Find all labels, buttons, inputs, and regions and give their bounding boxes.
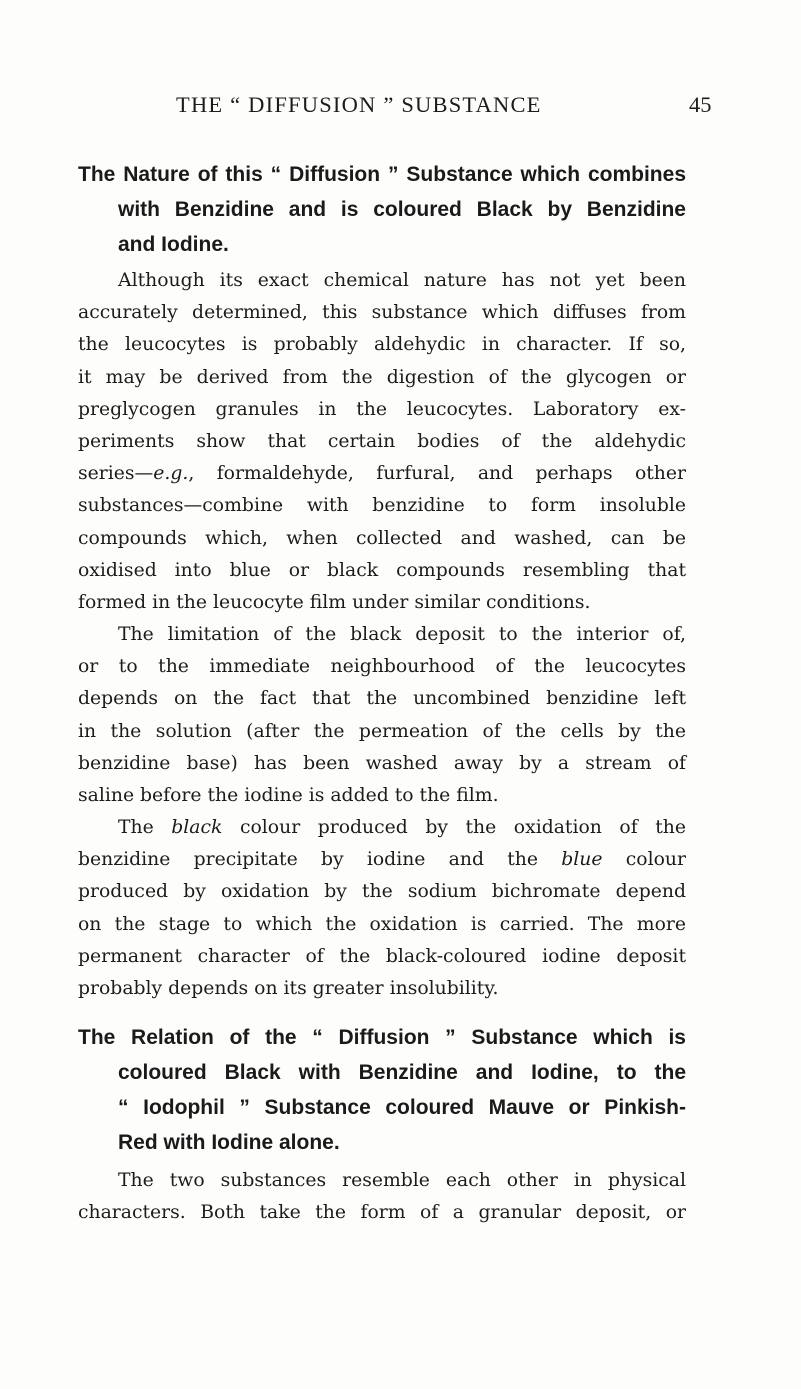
text-line: produced by oxidation by the sodium bichromate depend [78, 881, 686, 903]
heading-line: “ Iodophil ” Substance coloured Mauve or Pinkish- [118, 1096, 686, 1119]
text-line: probably depends on its greater insolubility. [78, 978, 499, 1000]
text-line: series—e.g., formaldehyde, furfural, and perhaps other [78, 463, 686, 485]
text-line: substances—combine with benzidine to form insoluble [78, 495, 686, 517]
text-line: formed in the leucocyte film under similar conditions. [78, 592, 591, 614]
text-line: it may be derived from the digestion of the glycogen or [78, 366, 686, 388]
text-line: in the solution (after the permeation of the cells by the [78, 720, 686, 742]
heading-line: Red with Iodine alone. [118, 1131, 340, 1154]
text-line: characters. Both take the form of a granular deposit, or [78, 1202, 686, 1224]
heading-line: The Relation of the “ Diffusion ” Substance which is [78, 1026, 686, 1049]
running-title: THE “ DIFFUSION ” SUBSTANCE [176, 92, 542, 117]
text-line: compounds which, when collected and washed, can be [78, 527, 686, 549]
text-line: on the stage to which the oxidation is carried. The more [78, 913, 686, 935]
text-line: saline before the iodine is added to the film. [78, 785, 499, 807]
text-line: the leucocytes is probably aldehydic in character. If so, [78, 334, 686, 356]
text-line: periments show that certain bodies of the aldehydic [78, 431, 686, 453]
paragraph-limitation [78, 619, 686, 812]
text-line: or to the immediate neighbourhood of the leucocytes [78, 656, 686, 678]
text-line: The black colour produced by the oxidation of the [118, 817, 686, 838]
text-line: benzidine base) has been washed away by a stream of [78, 752, 686, 774]
section-heading-relation [78, 1020, 686, 1160]
section-heading-nature [78, 157, 686, 262]
heading-line: and Iodine. [118, 233, 229, 256]
running-head [0, 92, 801, 122]
text-line: permanent character of the black-coloured iodine deposit [78, 945, 686, 967]
paragraph-chemical-nature [78, 265, 686, 619]
text-line: accurately determined, this substance which diffuses from [78, 302, 686, 324]
text-line: preglycogen granules in the leucocytes. Laboratory ex- [78, 398, 686, 420]
page-number: 45 [689, 92, 712, 117]
heading-line: coloured Black with Benzidine and Iodine, to the [118, 1061, 686, 1084]
text-line: depends on the fact that the uncombined benzidine left [78, 688, 686, 710]
heading-line: The Nature of this “ Diffusion ” Substance which combines [78, 163, 686, 186]
text-line: The two substances resemble each other in physical [118, 1170, 686, 1191]
paragraph-black-colour [78, 812, 686, 1005]
text-line: Although its exact chemical nature has not yet been [118, 270, 686, 291]
text-line: benzidine precipitate by iodine and the blue colour [78, 849, 686, 871]
heading-line: with Benzidine and is coloured Black by Benzidine [118, 198, 686, 221]
text-line: The limitation of the black deposit to the interior of, [118, 624, 686, 645]
paragraph-two-substances [78, 1165, 686, 1229]
text-line: oxidised into blue or black compounds resembling that [78, 559, 686, 581]
